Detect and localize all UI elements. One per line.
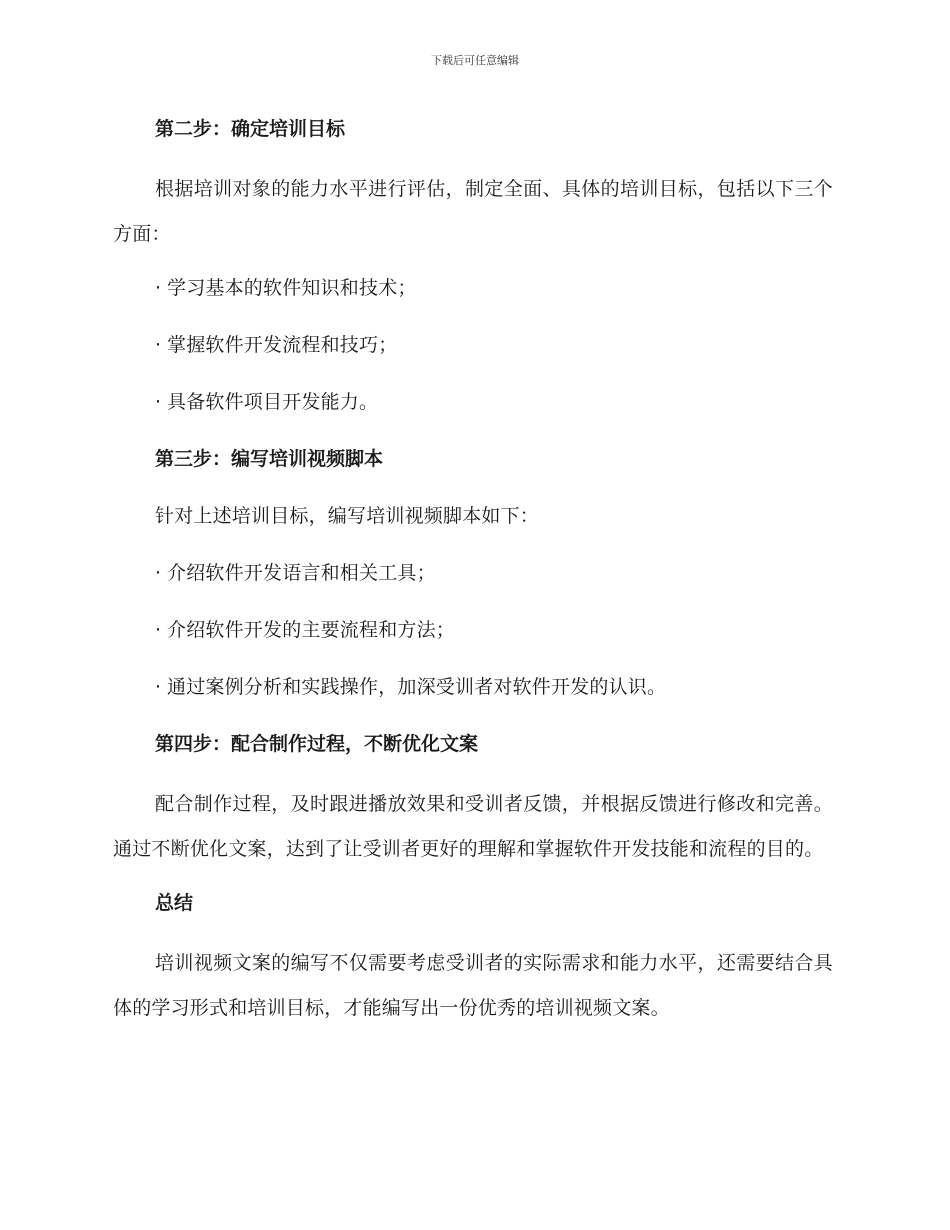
step2-heading: 第二步：确定培训目标 — [155, 118, 346, 140]
summary-heading: 总结 — [155, 892, 194, 914]
step3-bullet-2 — [113, 611, 833, 649]
step3-intro: 针对上述培训目标，编写培训视频脚本如下： — [155, 505, 540, 527]
bullet-text: 通过案例分析和实践操作，加深受训者对软件开发的认识。 — [167, 676, 667, 698]
step3-bullet-1 — [113, 554, 833, 592]
bullet-dot: · — [155, 277, 162, 299]
bullet-text: 掌握软件开发流程和技巧； — [167, 334, 398, 356]
document-body — [113, 110, 833, 1043]
step4-body: 配合制作过程，及时跟进播放效果和受训者反馈，并根据反馈进行修改和完善。通过不断优化文案，达到了让受训者更好的理解和掌握软件开发技能和流程的目的。 — [113, 793, 833, 860]
step2-intro: 根据培训对象的能力水平进行评估，制定全面、具体的培训目标，包括以下三个方面： — [113, 178, 833, 245]
step2-bullet-3 — [113, 383, 833, 421]
bullet-text: 学习基本的软件知识和技术； — [167, 277, 417, 299]
bullet-dot: · — [155, 562, 162, 584]
bullet-text: 介绍软件开发语言和相关工具； — [167, 562, 436, 584]
step4-heading: 第四步：配合制作过程，不断优化文案 — [155, 733, 479, 755]
summary-body: 培训视频文案的编写不仅需要考虑受训者的实际需求和能力水平，还需要结合具体的学习形式和培训目标，才能编写出一份优秀的培训视频文案。 — [113, 952, 833, 1019]
bullet-dot: · — [155, 391, 162, 413]
step3-bullet-3 — [113, 668, 833, 706]
bullet-dot: · — [155, 676, 162, 698]
page-header: 下载后可任意编辑 — [431, 54, 519, 67]
step3-heading: 第三步：编写培训视频脚本 — [155, 448, 384, 470]
bullet-dot: · — [155, 619, 162, 641]
bullet-text: 介绍软件开发的主要流程和方法； — [167, 619, 456, 641]
bullet-dot: · — [155, 334, 162, 356]
step2-bullet-2 — [113, 326, 833, 364]
step2-bullet-1 — [113, 269, 833, 307]
bullet-text: 具备软件项目开发能力。 — [167, 391, 379, 413]
